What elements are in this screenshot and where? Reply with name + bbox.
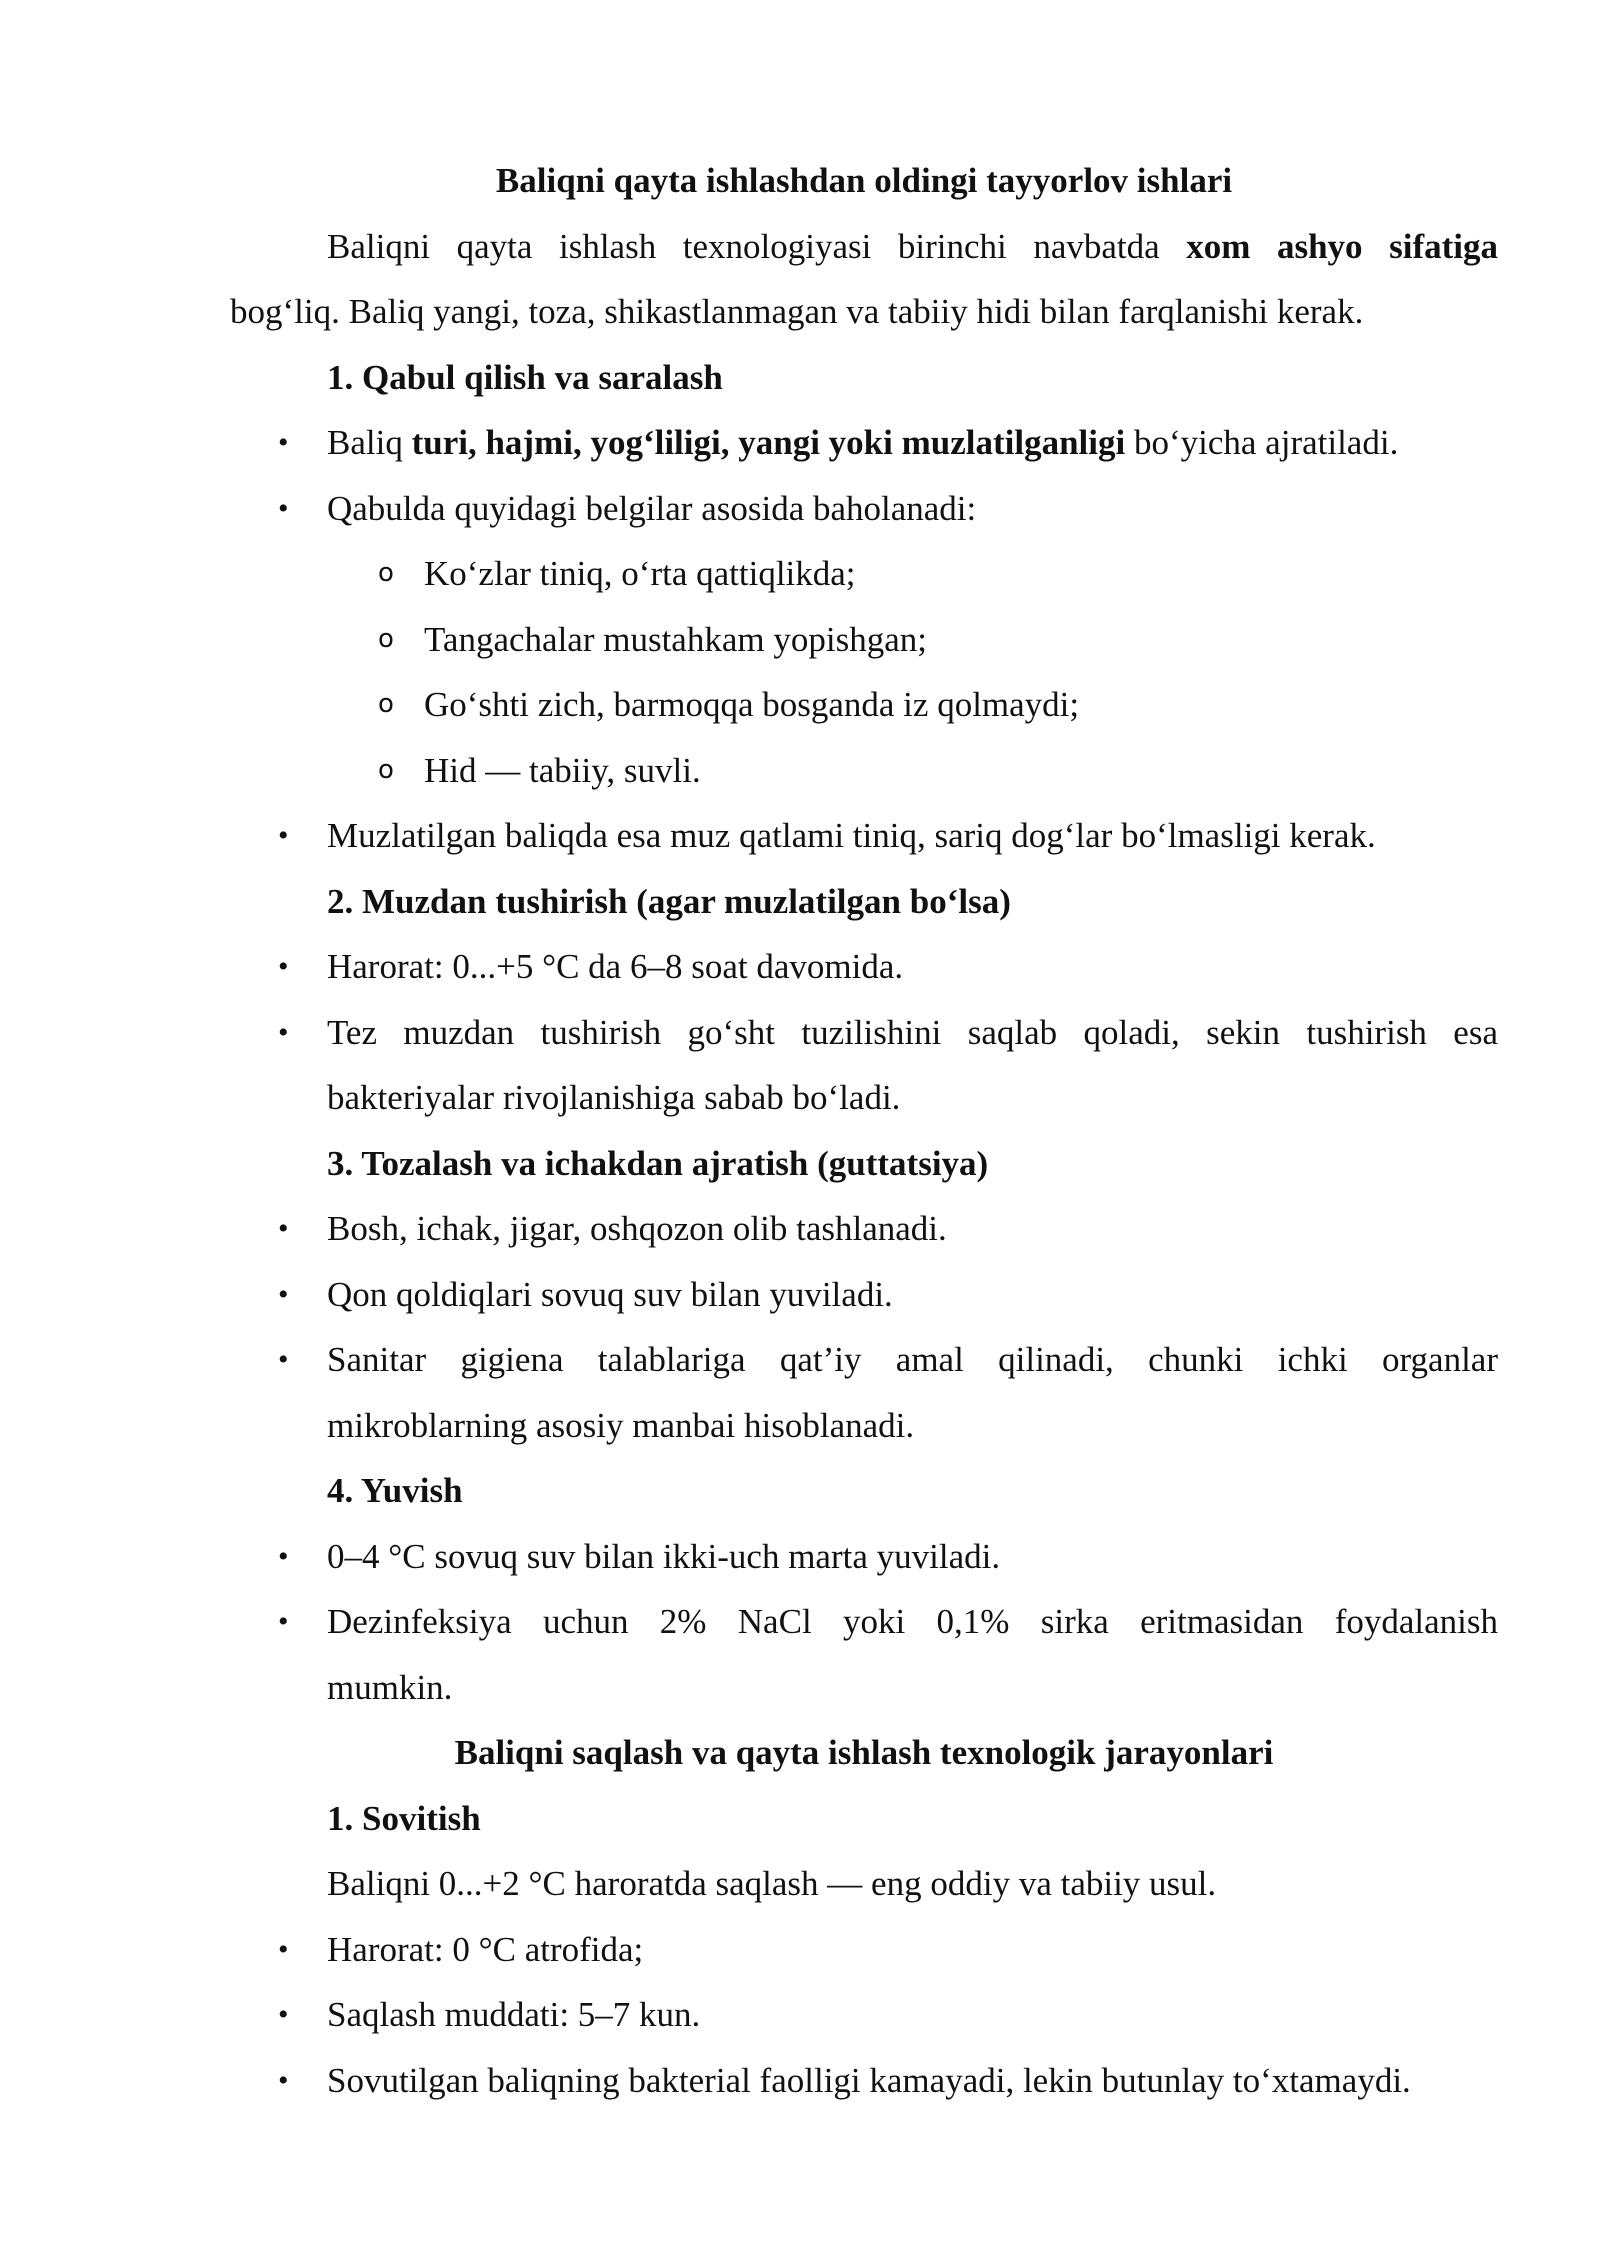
sub-list-item: o Go‘shti zich, barmoqqa bosganda iz qolmaydi; [230,672,1498,738]
intro-paragraph-line2: bog‘liq. Baliq yangi, toza, shikastlanmagan va tabiiy hidi bilan farqlanishi kerak. [230,292,1364,331]
list-item: • Qabulda quyidagi belgilar asosida baholanadi: [230,476,1498,542]
bullet-icon: • [278,1277,289,1311]
bullet-icon: • [278,819,289,852]
sub-list-item: o Ko‘zlar tiniq, o‘rta qattiqlikda; [230,541,1498,607]
document-page [230,148,1498,2113]
cooling-intro: Baliqni 0...+2 °C haroratda saqlash — eng oddiy va tabiiy usul. [327,1864,1217,1903]
list-item: • Sanitar gigiena talablariga qat’iy amal qilinadi, chunki ichki organlar mikroblarning asosiy manbai hisoblanadi. [230,1327,1498,1458]
heading-defrosting: 2. Muzdan tushirish (agar muzlatilgan bo‘lsa) [327,881,1011,921]
list-item: • Qon qoldiqlari sovuq suv bilan yuviladi. [230,1262,1498,1328]
bullet-icon: • [278,426,289,459]
bullet-icon: • [278,1343,289,1376]
circle-bullet-icon: o [378,754,394,785]
circle-bullet-icon: o [378,623,394,654]
list-item: • Baliq turi, hajmi, yog‘liligi, yangi yoki muzlatilganligi bo‘yicha ajratiladi. [230,410,1498,476]
list-item: • Harorat: 0...+5 °C da 6–8 soat davomida. [230,934,1498,1000]
heading-receiving-sorting: 1. Qabul qilish va saralash [327,357,723,397]
circle-bullet-icon: o [378,558,394,588]
list-item: • Muzlatilgan baliqda esa muz qatlami tiniq, sariq dog‘lar bo‘lmasligi kerak. [230,803,1498,869]
list-item: • Sovutilgan baliqning bakterial faolligi kamayadi, lekin butunlay to‘xtamaydi. [230,2048,1498,2114]
list-item: • Tez muzdan tushirish go‘sht tuzilishini saqlab qoladi, sekin tushirish esa bakteriyalar rivojlanishiga sabab bo‘ladi. [230,1000,1498,1131]
section-title-preparation: Baliqni qayta ishlashdan oldingi tayyorlov ishlari [495,161,1233,200]
intro-paragraph-line1 [230,214,1498,280]
section-title-storage-processing: Baliqni saqlash va qayta ishlash texnologik jarayonlari [454,1733,1274,1772]
bullet-icon: • [278,1539,289,1573]
bullet-icon: • [278,491,289,525]
list-item: • Saqlash muddati: 5–7 kun. [230,1982,1498,2048]
bullet-icon: • [278,1998,289,2031]
bullet-icon: • [278,1605,289,1638]
list-item: • 0–4 °C sovuq suv bilan ikki-uch marta yuviladi. [230,1524,1498,1590]
bullet-icon: • [278,1212,289,1245]
bullet-icon: • [278,950,289,983]
heading-cooling: 1. Sovitish [327,1798,481,1838]
heading-washing: 4. Yuvish [327,1471,463,1510]
heading-cleaning-gutting: 3. Tozalash va ichakdan ajratish (guttatsiya) [327,1143,989,1183]
intro-bold-text: xom ashyo sifatiga [1186,226,1498,266]
list-item: • Harorat: 0 °C atrofida; [230,1917,1498,1983]
circle-bullet-icon: o [378,689,394,719]
intro-text: Baliqni qayta ishlash texnologiyasi birinchi navbatda [327,226,1187,266]
sub-list-item: o Tangachalar mustahkam yopishgan; [230,607,1498,673]
list-item: • Dezinfeksiya uchun 2% NaCl yoki 0,1% sirka eritmasidan foydalanish mumkin. [230,1589,1498,1720]
bullet-icon: • [278,1015,289,1049]
sub-list-item: o Hid — tabiiy, suvli. [230,738,1498,804]
bullet-icon: • [278,2063,289,2097]
bullet-icon: • [278,1932,289,1966]
list-item: • Bosh, ichak, jigar, oshqozon olib tashlanadi. [230,1196,1498,1262]
